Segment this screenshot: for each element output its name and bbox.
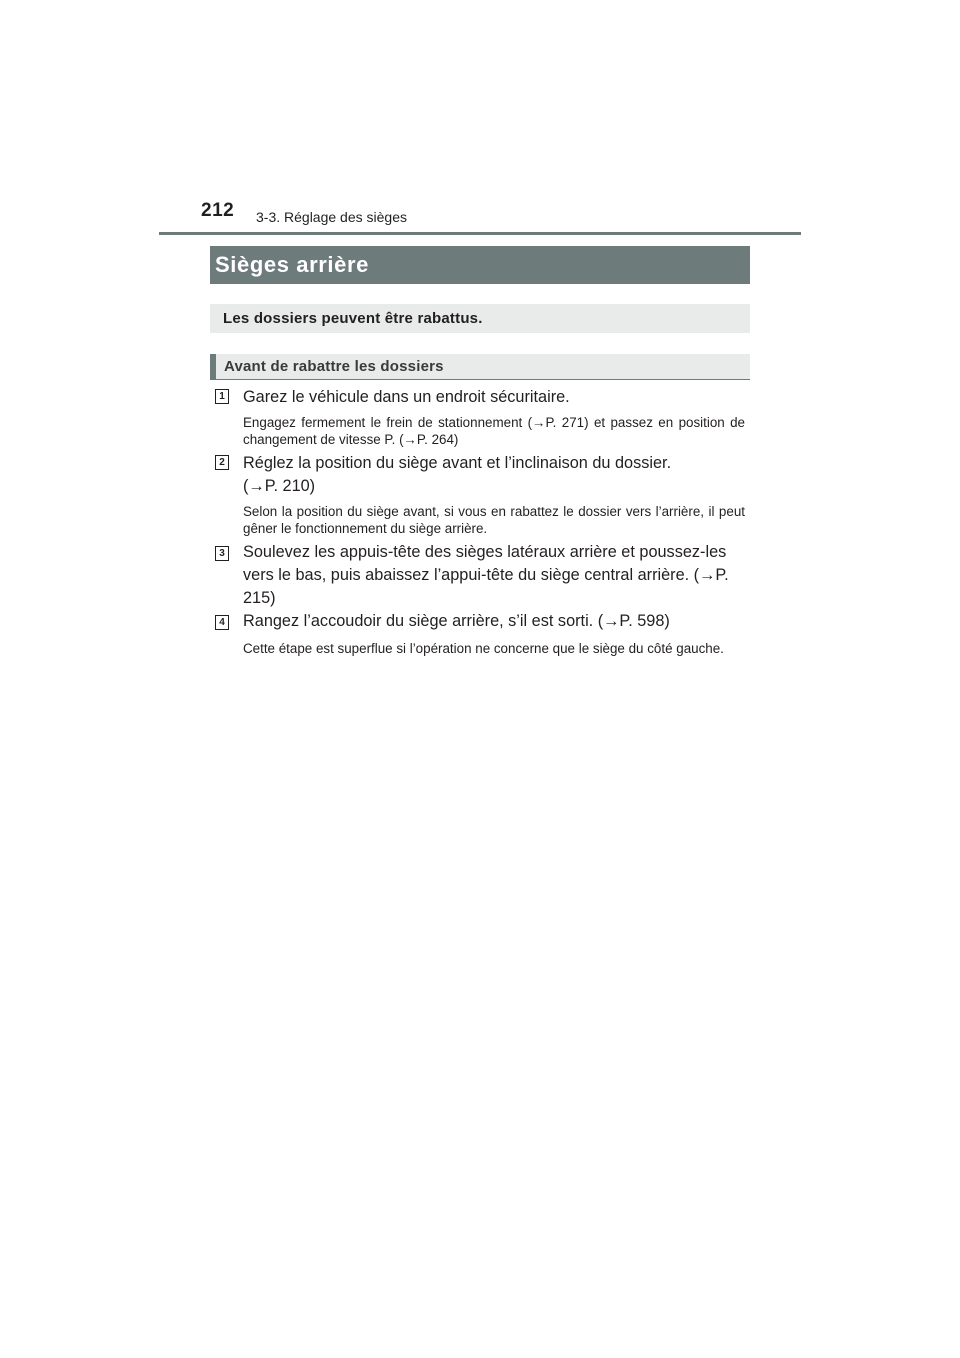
step-3-badge: 3 [215, 546, 229, 561]
section-label: 3-3. Réglage des sièges [256, 209, 407, 225]
step-4-badge: 4 [215, 615, 229, 630]
page-number: 212 [201, 200, 235, 221]
step-4-note: Cette étape est superflue si l’opération ne concerne que le siège du côté gauche. [243, 641, 724, 656]
page-title: Sièges arrière [215, 252, 369, 277]
step-2-text: Réglez la position du siège avant et l’inclinaison du dossier. (→P. 210) [243, 454, 672, 495]
header-rule [159, 232, 801, 235]
step-1-text: Garez le véhicule dans un endroit sécuritaire. [243, 388, 570, 406]
subheading-text: Avant de rabattre les dossiers [224, 358, 444, 375]
subheading-bar [210, 354, 750, 380]
title-bar [210, 246, 750, 284]
step-2-note: Selon la position du siège avant, si vous en rabattez le dossier vers l’arrière, il peut gêner le fonctionnement du siège arrière. [243, 504, 745, 536]
intro-text: Les dossiers peuvent être rabattus. [223, 310, 483, 327]
step-1-note: Engagez fermement le frein de stationnement (→P. 271) et passez en position de changement de vitesse P. (→P. 264) [243, 415, 745, 447]
step-4-text: Rangez l’accoudoir du siège arrière, s’il est sorti. (→P. 598) [243, 612, 670, 630]
step-1-badge: 1 [215, 389, 229, 404]
step-3-text: Soulevez les appuis-tête des sièges latéraux arrière et poussez-les vers le bas, puis abaissez l’appui-tête du siège central arrière. (→P. 215) [243, 543, 729, 607]
intro-box [210, 304, 750, 333]
step-2-badge: 2 [215, 455, 229, 470]
